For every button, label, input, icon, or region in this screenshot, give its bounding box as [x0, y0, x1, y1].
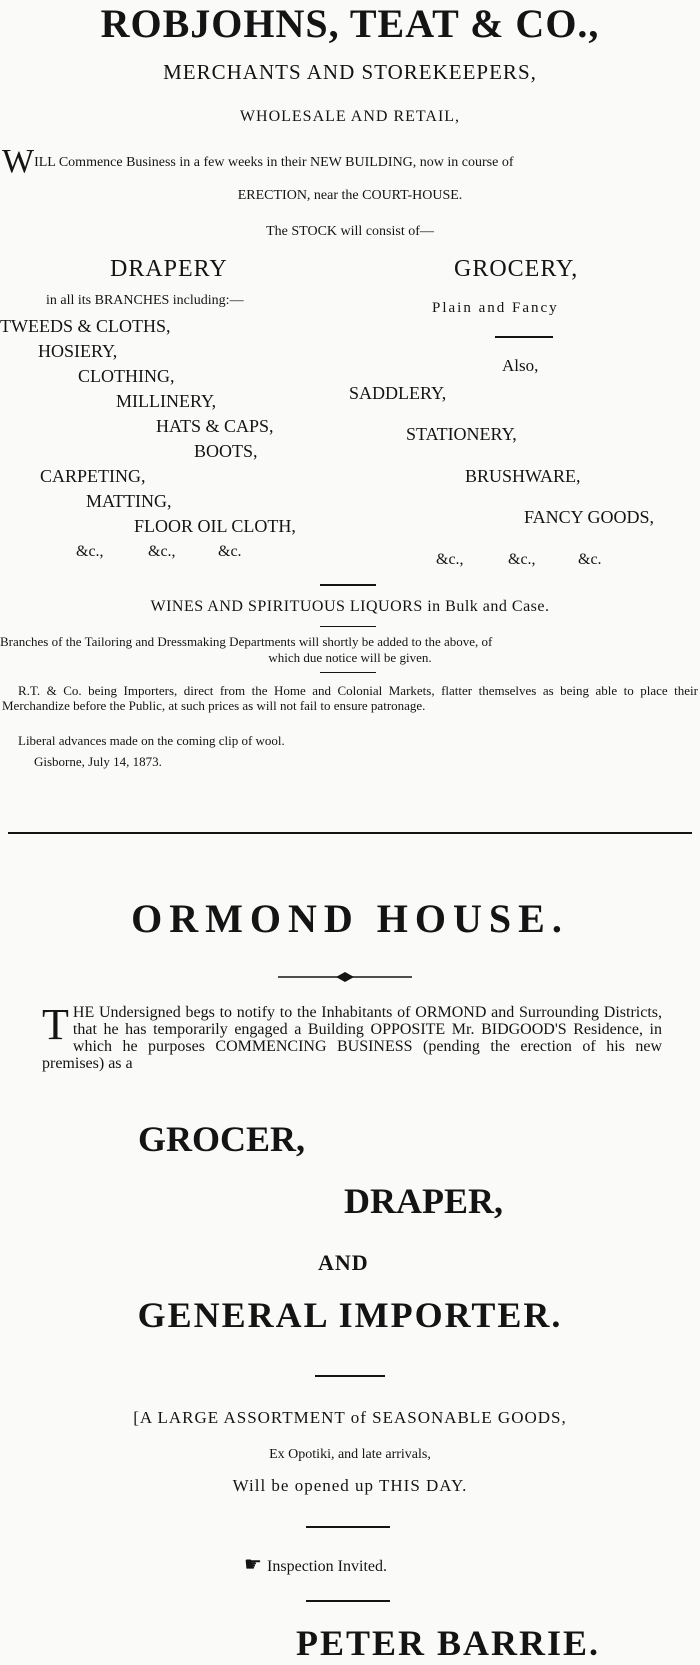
ad2-opened: Will be opened up THIS DAY. — [232, 1476, 468, 1495]
ad1-subtitle: MERCHANTS AND STOREKEEPERS, — [163, 60, 537, 84]
drapery-item: FLOOR OIL CLOTH, — [134, 516, 296, 536]
ad1-branches-line1: Branches of the Tailoring and Dressmaking Departments will shortly be added to the above, of — [0, 634, 493, 649]
grocery-item: FANCY GOODS, — [524, 507, 655, 527]
ad2-title: ORMOND HOUSE. — [131, 896, 569, 941]
ad1-grocery-sub: Plain and Fancy — [432, 300, 559, 316]
drapery-item: MILLINERY, — [116, 391, 217, 411]
ad1-grocery-also: Also, — [502, 356, 539, 375]
drapery-item: MATTING, — [86, 491, 172, 511]
signature-divider — [306, 1600, 390, 1602]
grocery-etc: &c., — [508, 551, 536, 568]
importers-divider — [320, 672, 376, 673]
pointing-hand-icon: ☛ — [244, 1552, 262, 1576]
drapery-etc: &c., — [76, 543, 104, 560]
ad2-inspection: Inspection Invited. — [267, 1558, 387, 1575]
ad1-drapery-sub: in all its BRANCHES including:— — [46, 293, 244, 308]
ad2-body — [42, 1000, 662, 1072]
drapery-item: CARPETING, — [40, 466, 146, 486]
grocery-item: SADDLERY, — [349, 383, 447, 403]
ad1-advances: Liberal advances made on the coming clip of wool. — [18, 733, 285, 748]
ad1-drapery-heading: DRAPERY — [110, 256, 228, 282]
ad2-importer: GENERAL IMPORTER. — [137, 1295, 563, 1335]
grocery-etc: &c., — [436, 551, 464, 568]
ad1-stock-line: The STOCK will consist of— — [266, 224, 434, 239]
wines-divider — [320, 584, 376, 586]
ornament-divider — [278, 968, 412, 980]
drapery-item: HOSIERY, — [38, 341, 118, 361]
ad2-assortment: [A LARGE ASSORTMENT of SEASONABLE GOODS, — [133, 1408, 567, 1427]
drapery-item: CLOTHING, — [78, 366, 175, 386]
assortment-divider — [315, 1375, 385, 1377]
grocery-etc: &c. — [578, 551, 602, 568]
ad1-wines: WINES AND SPIRITUOUS LIQUORS in Bulk and Case. — [150, 598, 550, 615]
ad1-branches-line2: which due notice will be given. — [268, 650, 432, 665]
ad2-draper: DRAPER, — [344, 1181, 503, 1221]
ad1-intro-line2: ERECTION, near the COURT-HOUSE. — [237, 188, 463, 203]
ad2-signature: PETER BARRIE. — [296, 1623, 601, 1663]
diamond-rule-icon — [278, 971, 412, 983]
ad1-importers: R.T. & Co. being Importers, direct from the Home and Colonial Markets, flatter themselves as being able to place their Merchandize before the Public, at such prices as will not fail to ensure patronage. — [2, 683, 698, 713]
grocery-item: BRUSHWARE, — [465, 466, 581, 486]
ad1-intro-text: ILL Commence Business in a few weeks in their NEW BUILDING, now in course of — [34, 155, 514, 170]
drapery-etc: &c. — [218, 543, 242, 560]
ad2-and: AND — [318, 1250, 369, 1275]
ad-separator — [8, 832, 692, 834]
ad2-grocer: GROCER, — [138, 1119, 306, 1159]
branches-divider — [320, 626, 376, 627]
grocery-divider — [495, 336, 553, 338]
drapery-item: TWEEDS & CLOTHS, — [0, 316, 171, 336]
ad1-grocery-heading: GROCERY, — [454, 256, 579, 282]
drapery-etc: &c., — [148, 543, 176, 560]
ad1-intro — [2, 143, 698, 181]
ad2-opotiki: Ex Opotiki, and late arrivals, — [269, 1447, 431, 1462]
ad1-intro-dropcap: W — [2, 143, 35, 180]
ad2-dropcap: T — [42, 1000, 69, 1049]
inspection-divider — [306, 1526, 390, 1528]
drapery-item: BOOTS, — [194, 441, 258, 461]
drapery-item: HATS & CAPS, — [156, 416, 274, 436]
grocery-item: STATIONERY, — [406, 424, 517, 444]
ad2-inspection-line — [244, 1552, 387, 1576]
ad1-title: ROBJOHNS, TEAT & CO., — [100, 1, 600, 46]
ad1-subtitle2: WHOLESALE AND RETAIL, — [239, 108, 461, 125]
ad2-body-text: HE Undersigned begs to notify to the Inhabitants of ORMOND and Surrounding Districts, that he has temporarily engaged a Building OPPOSITE Mr. BIDGOOD'S Residence, in which he purposes COMMENCING BUSINESS (pending the erection of his new premises) as a — [42, 1004, 662, 1072]
ad1-date: Gisborne, July 14, 1873. — [34, 754, 162, 769]
